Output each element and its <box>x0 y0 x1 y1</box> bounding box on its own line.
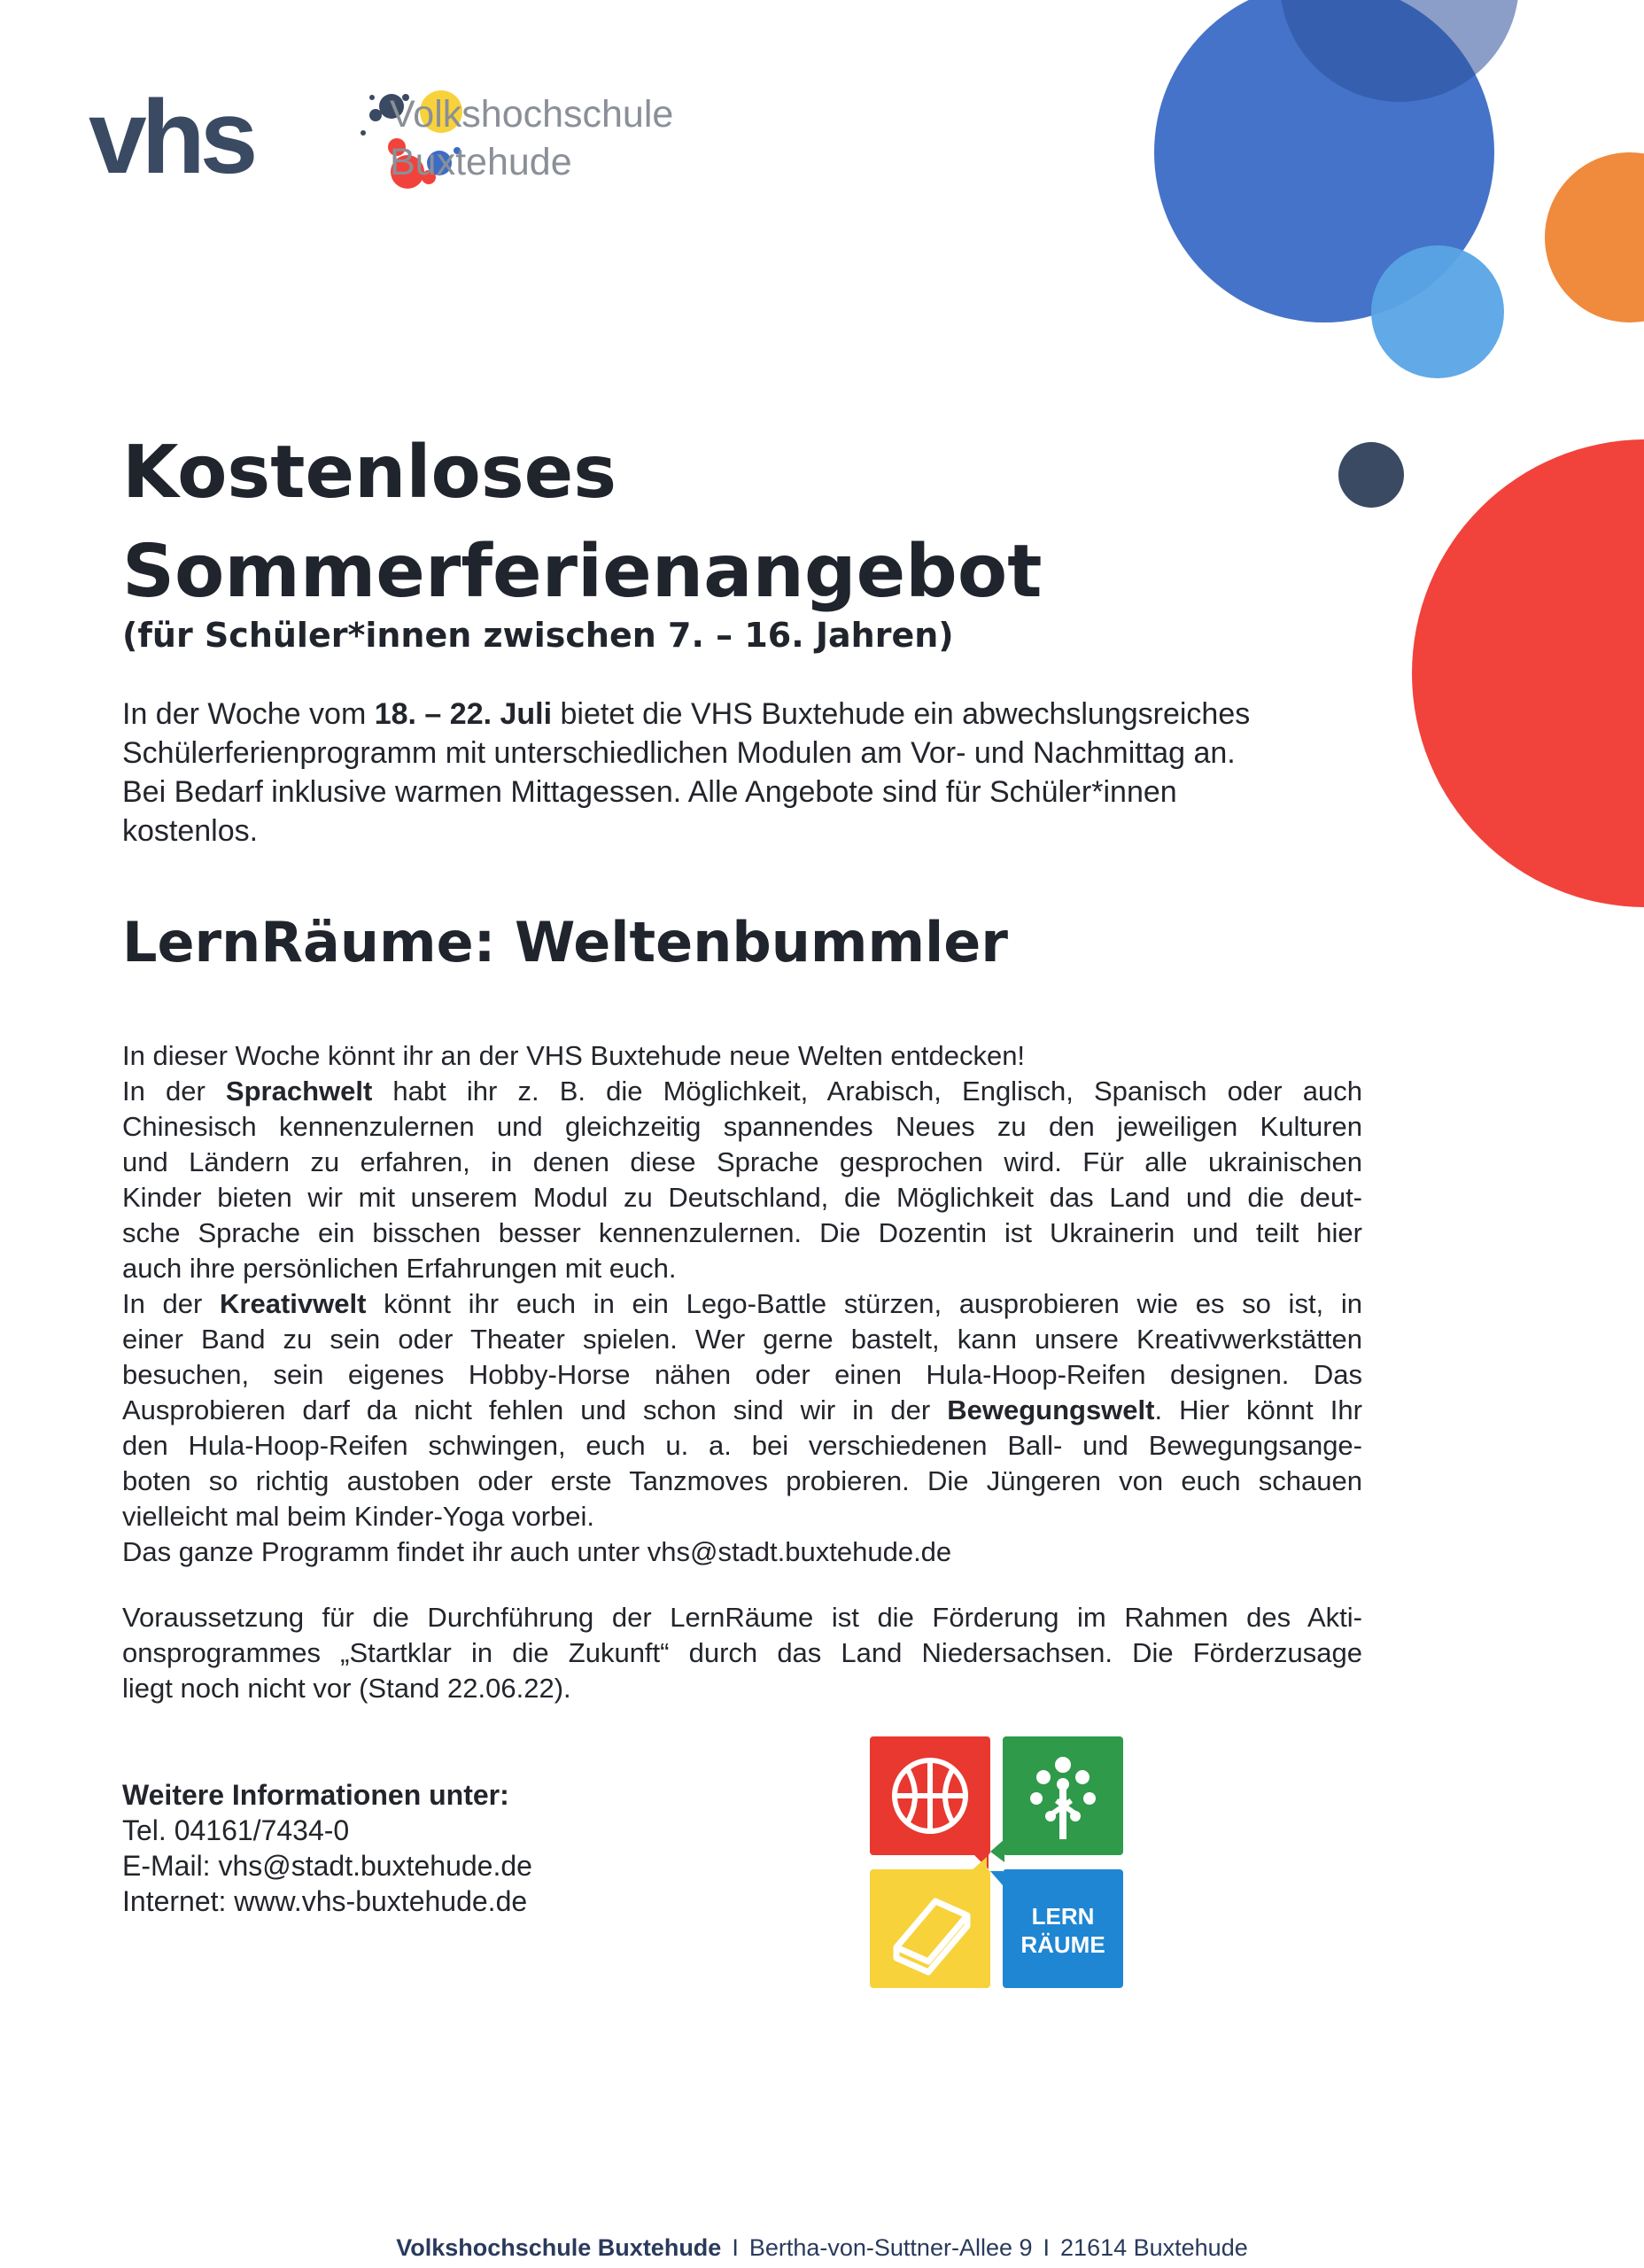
body-line: boten so richtig austoben oder erste Tanzmoves probieren. Die Jüngeren von euch schauen <box>122 1465 1362 1496</box>
body-text: könnt ihr euch in ein Lego-Battle stürzen, ausprobieren wie es so ist, in <box>366 1288 1362 1319</box>
contact-email: E-Mail: vhs@stadt.buxtehude.de <box>122 1850 532 1882</box>
title-line-1: Kostenloses <box>122 431 617 515</box>
intro-line-4: kostenlos. <box>122 814 259 848</box>
page-title <box>122 423 1042 622</box>
logo-name-line1: Volkshochschule <box>390 93 674 136</box>
body-line: Chinesisch kennenzulernen und gleichzeitig spannendes Neues zu den jeweiligen Kulturen <box>122 1111 1362 1142</box>
lern-label: LERN <box>1031 1903 1095 1930</box>
body-text: . Hier könnt Ihr <box>1154 1394 1362 1425</box>
body-line: den Hula-Hoop-Reifen schwingen, euch u. a. bei verschiedenen Ball- und Bewegungsange- <box>122 1430 1362 1461</box>
intro-pre: In der Woche vom <box>122 697 375 731</box>
sprachwelt-label: Sprachwelt <box>225 1076 373 1107</box>
subtitle: (für Schüler*innen zwischen 7. – 16. Jahren) <box>122 616 954 655</box>
tree-tile <box>990 1736 1123 1862</box>
contact-info <box>122 1777 742 1919</box>
contact-heading: Weitere Informationen unter: <box>122 1779 509 1811</box>
body-line: Das ganze Programm findet ihr auch unter vhs@stadt.buxtehude.de <box>122 1536 952 1567</box>
lernraeume-logo <box>868 1735 1134 1992</box>
logo-name-line2: Buxtehude <box>390 141 572 183</box>
footer-separator: I <box>732 2234 739 2261</box>
body-text: In der <box>122 1288 221 1319</box>
intro-line-1 <box>122 695 1362 734</box>
circle-navy-small <box>1338 442 1404 508</box>
body-text: In der <box>122 1076 226 1107</box>
section-title: LernRäume: Weltenbummler <box>122 910 1008 975</box>
footer-street: Bertha-von-Suttner-Allee 9 <box>748 2234 1033 2261</box>
intro-line-3: Bei Bedarf inklusive warmen Mittagessen. Alle Angebote sind für Schüler*innen <box>122 775 1177 809</box>
body-line: besuchen, sein eigenes Hobby-Horse nähen oder einen Hula-Hoop-Reifen designen. Das <box>122 1359 1362 1390</box>
body-line <box>122 1393 1362 1428</box>
footer-city: 21614 Buxtehude <box>1060 2234 1248 2261</box>
bewegungswelt-label: Bewegungswelt <box>947 1394 1155 1425</box>
body-line: Kinder bieten wir mit unserem Modul zu Deutschland, die Möglichkeit das Land und die deut- <box>122 1182 1362 1213</box>
body-line <box>122 1286 1362 1322</box>
note-line: onsprogrammes „Startklar in die Zukunft“ durch das Land Niedersachsen. Die Förderzusage <box>122 1637 1362 1668</box>
basketball-tile <box>870 1736 990 1869</box>
circle-blue-large <box>1154 0 1494 322</box>
body-line: einer Band zu sein oder Theater spielen. Wer gerne bastelt, kann unsere Kreativwerkstätten <box>122 1324 1362 1355</box>
note-line: Voraussetzung für die Durchführung der LernRäume ist die Förderung im Rahmen des Akti- <box>122 1602 1362 1633</box>
body-line: und Ländern zu erfahren, in denen diese Sprache gesprochen wird. Für alle ukrainischen <box>122 1146 1362 1177</box>
title-line-2: Sommerferienangebot <box>122 530 1043 614</box>
circle-red-large <box>1412 439 1644 907</box>
intro-line-2: Schülerferienprogramm mit unterschiedlichen Modulen am Vor- und Nachmittag an. <box>122 736 1236 770</box>
lern-raeume-tile <box>990 1869 1123 1988</box>
footer-address <box>0 2233 1644 2263</box>
book-tile <box>870 1857 990 1988</box>
circle-blue-top-overlap <box>1280 0 1519 102</box>
body-line: In dieser Woche könnt ihr an der VHS Buxtehude neue Welten entdecken! <box>122 1040 1026 1071</box>
contact-phone: Tel. 04161/7434-0 <box>122 1814 350 1846</box>
footer-org: Volkshochschule Buxtehude <box>396 2234 722 2261</box>
contact-website: Internet: www.vhs-buxtehude.de <box>122 1885 528 1917</box>
body-line: vielleicht mal beim Kinder-Yoga vorbei. <box>122 1501 595 1532</box>
intro-line1-post: bietet die VHS Buxtehude ein abwechslungsreiches <box>552 697 1251 731</box>
body-line: auch ihre persönlichen Erfahrungen mit euch. <box>122 1253 677 1284</box>
basketball-icon <box>895 1760 965 1831</box>
intro-dates: 18. – 22. Juli <box>374 697 553 731</box>
logo-wordmark: vhs <box>89 79 253 196</box>
body-line: sche Sprache ein bisschen besser kennenzulernen. Die Dozentin ist Ukrainerin und teilt hier <box>122 1217 1362 1248</box>
footer-separator: I <box>1043 2234 1051 2261</box>
kreativwelt-label: Kreativwelt <box>220 1288 367 1319</box>
note-line: liegt noch nicht vor (Stand 22.06.22). <box>122 1673 571 1704</box>
body-line <box>122 1074 1362 1109</box>
circle-orange <box>1545 152 1644 322</box>
body-text: habt ihr z. B. die Möglichkeit, Arabisch, Englisch, Spanisch oder auch <box>372 1076 1362 1107</box>
circle-blue-light <box>1371 245 1504 378</box>
vhs-logo <box>89 80 709 195</box>
intro-paragraph <box>122 695 1362 850</box>
body-paragraph <box>122 1038 1362 1570</box>
funding-note <box>122 1600 1362 1706</box>
body-text: Ausprobieren darf da nicht fehlen und schon sind wir in der <box>122 1394 948 1425</box>
logo-name <box>390 90 673 186</box>
raeume-label: RÄUME <box>1020 1931 1105 1958</box>
